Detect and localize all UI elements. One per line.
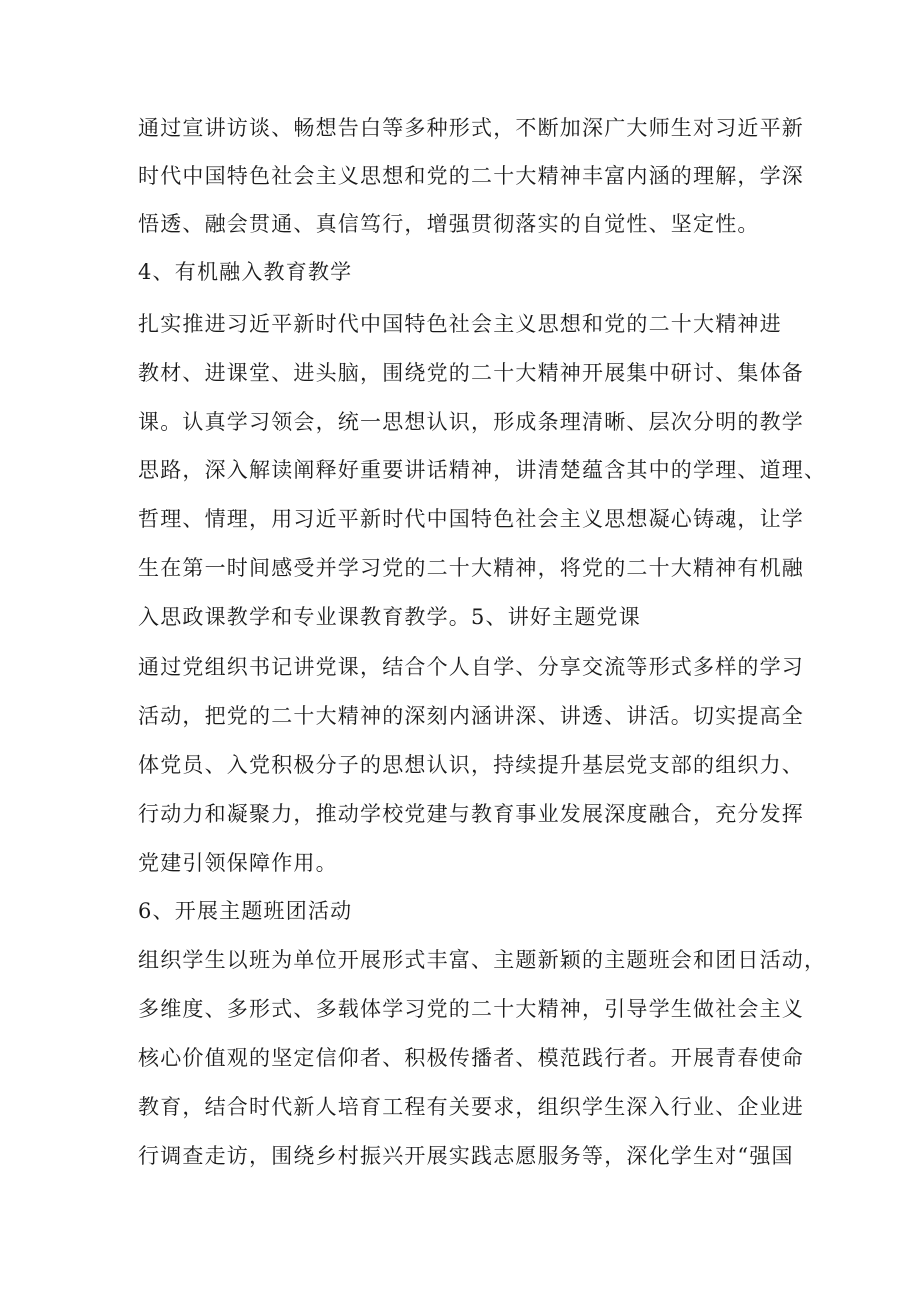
paragraph-line: 通过宣讲访谈、畅想告白等多种形式，不断加深广大师生对习近平新 [138, 116, 804, 140]
paragraph-line: 时代中国特色社会主义思想和党的二十大精神丰富内涵的理解，学深 [138, 164, 804, 188]
paragraph-line: 活动，把党的二十大精神的深刻内涵讲深、讲透、讲活。切实提高全 [138, 704, 804, 728]
paragraph-line: 组织学生以班为单位开展形式丰富、主题新颖的主题班会和团日活动， [138, 948, 827, 972]
paragraph-line: 生在第一时间感受并学习党的二十大精神，将党的二十大精神有机融 [138, 556, 804, 580]
paragraph-line: 入思政课教学和专业课教育教学。5、讲好主题党课 [138, 605, 641, 629]
paragraph-line: 思路，深入解读阐释好重要讲话精神，讲清楚蕴含其中的学理、道理、 [138, 458, 827, 482]
paragraph-line: 通过党组织书记讲党课，结合个人自学、分享交流等形式多样的学习 [138, 655, 804, 679]
section-heading: 4、有机融入教育教学 [138, 260, 353, 284]
paragraph-line: 哲理、情理，用习近平新时代中国特色社会主义思想凝心铸魂，让学 [138, 507, 804, 531]
paragraph-line: 党建引领保障作用。 [138, 851, 338, 875]
paragraph-line: 教育，结合时代新人培育工程有关要求，组织学生深入行业、企业进 [138, 1095, 804, 1119]
paragraph-line: 行动力和凝聚力，推动学校党建与教育事业发展深度融合，充分发挥 [138, 802, 804, 826]
paragraph-line: 教材、进课堂、进头脑，围绕党的二十大精神开展集中研讨、集体备 [138, 361, 804, 385]
paragraph-line: 扎实推进习近平新时代中国特色社会主义思想和党的二十大精神进 [138, 312, 782, 336]
paragraph-line: 悟透、融会贯通、真信笃行，增强贯彻落实的自觉性、坚定性。 [138, 212, 760, 236]
paragraph-line: 课。认真学习领会，统一思想认识，形成条理清晰、层次分明的教学 [138, 410, 804, 434]
paragraph-line: 行调查走访，围绕乡村振兴开展实践志愿服务等，深化学生对“强国 [138, 1144, 794, 1168]
paragraph-line: 核心价值观的坚定信仰者、积极传播者、模范践行者。开展青春使命 [138, 1046, 804, 1070]
paragraph-line: 体党员、入党积极分子的思想认识，持续提升基层党支部的组织力、 [138, 753, 804, 777]
paragraph-line: 多维度、多形式、多载体学习党的二十大精神，引导学生做社会主义 [138, 997, 804, 1021]
section-heading: 6、开展主题班团活动 [138, 899, 353, 923]
